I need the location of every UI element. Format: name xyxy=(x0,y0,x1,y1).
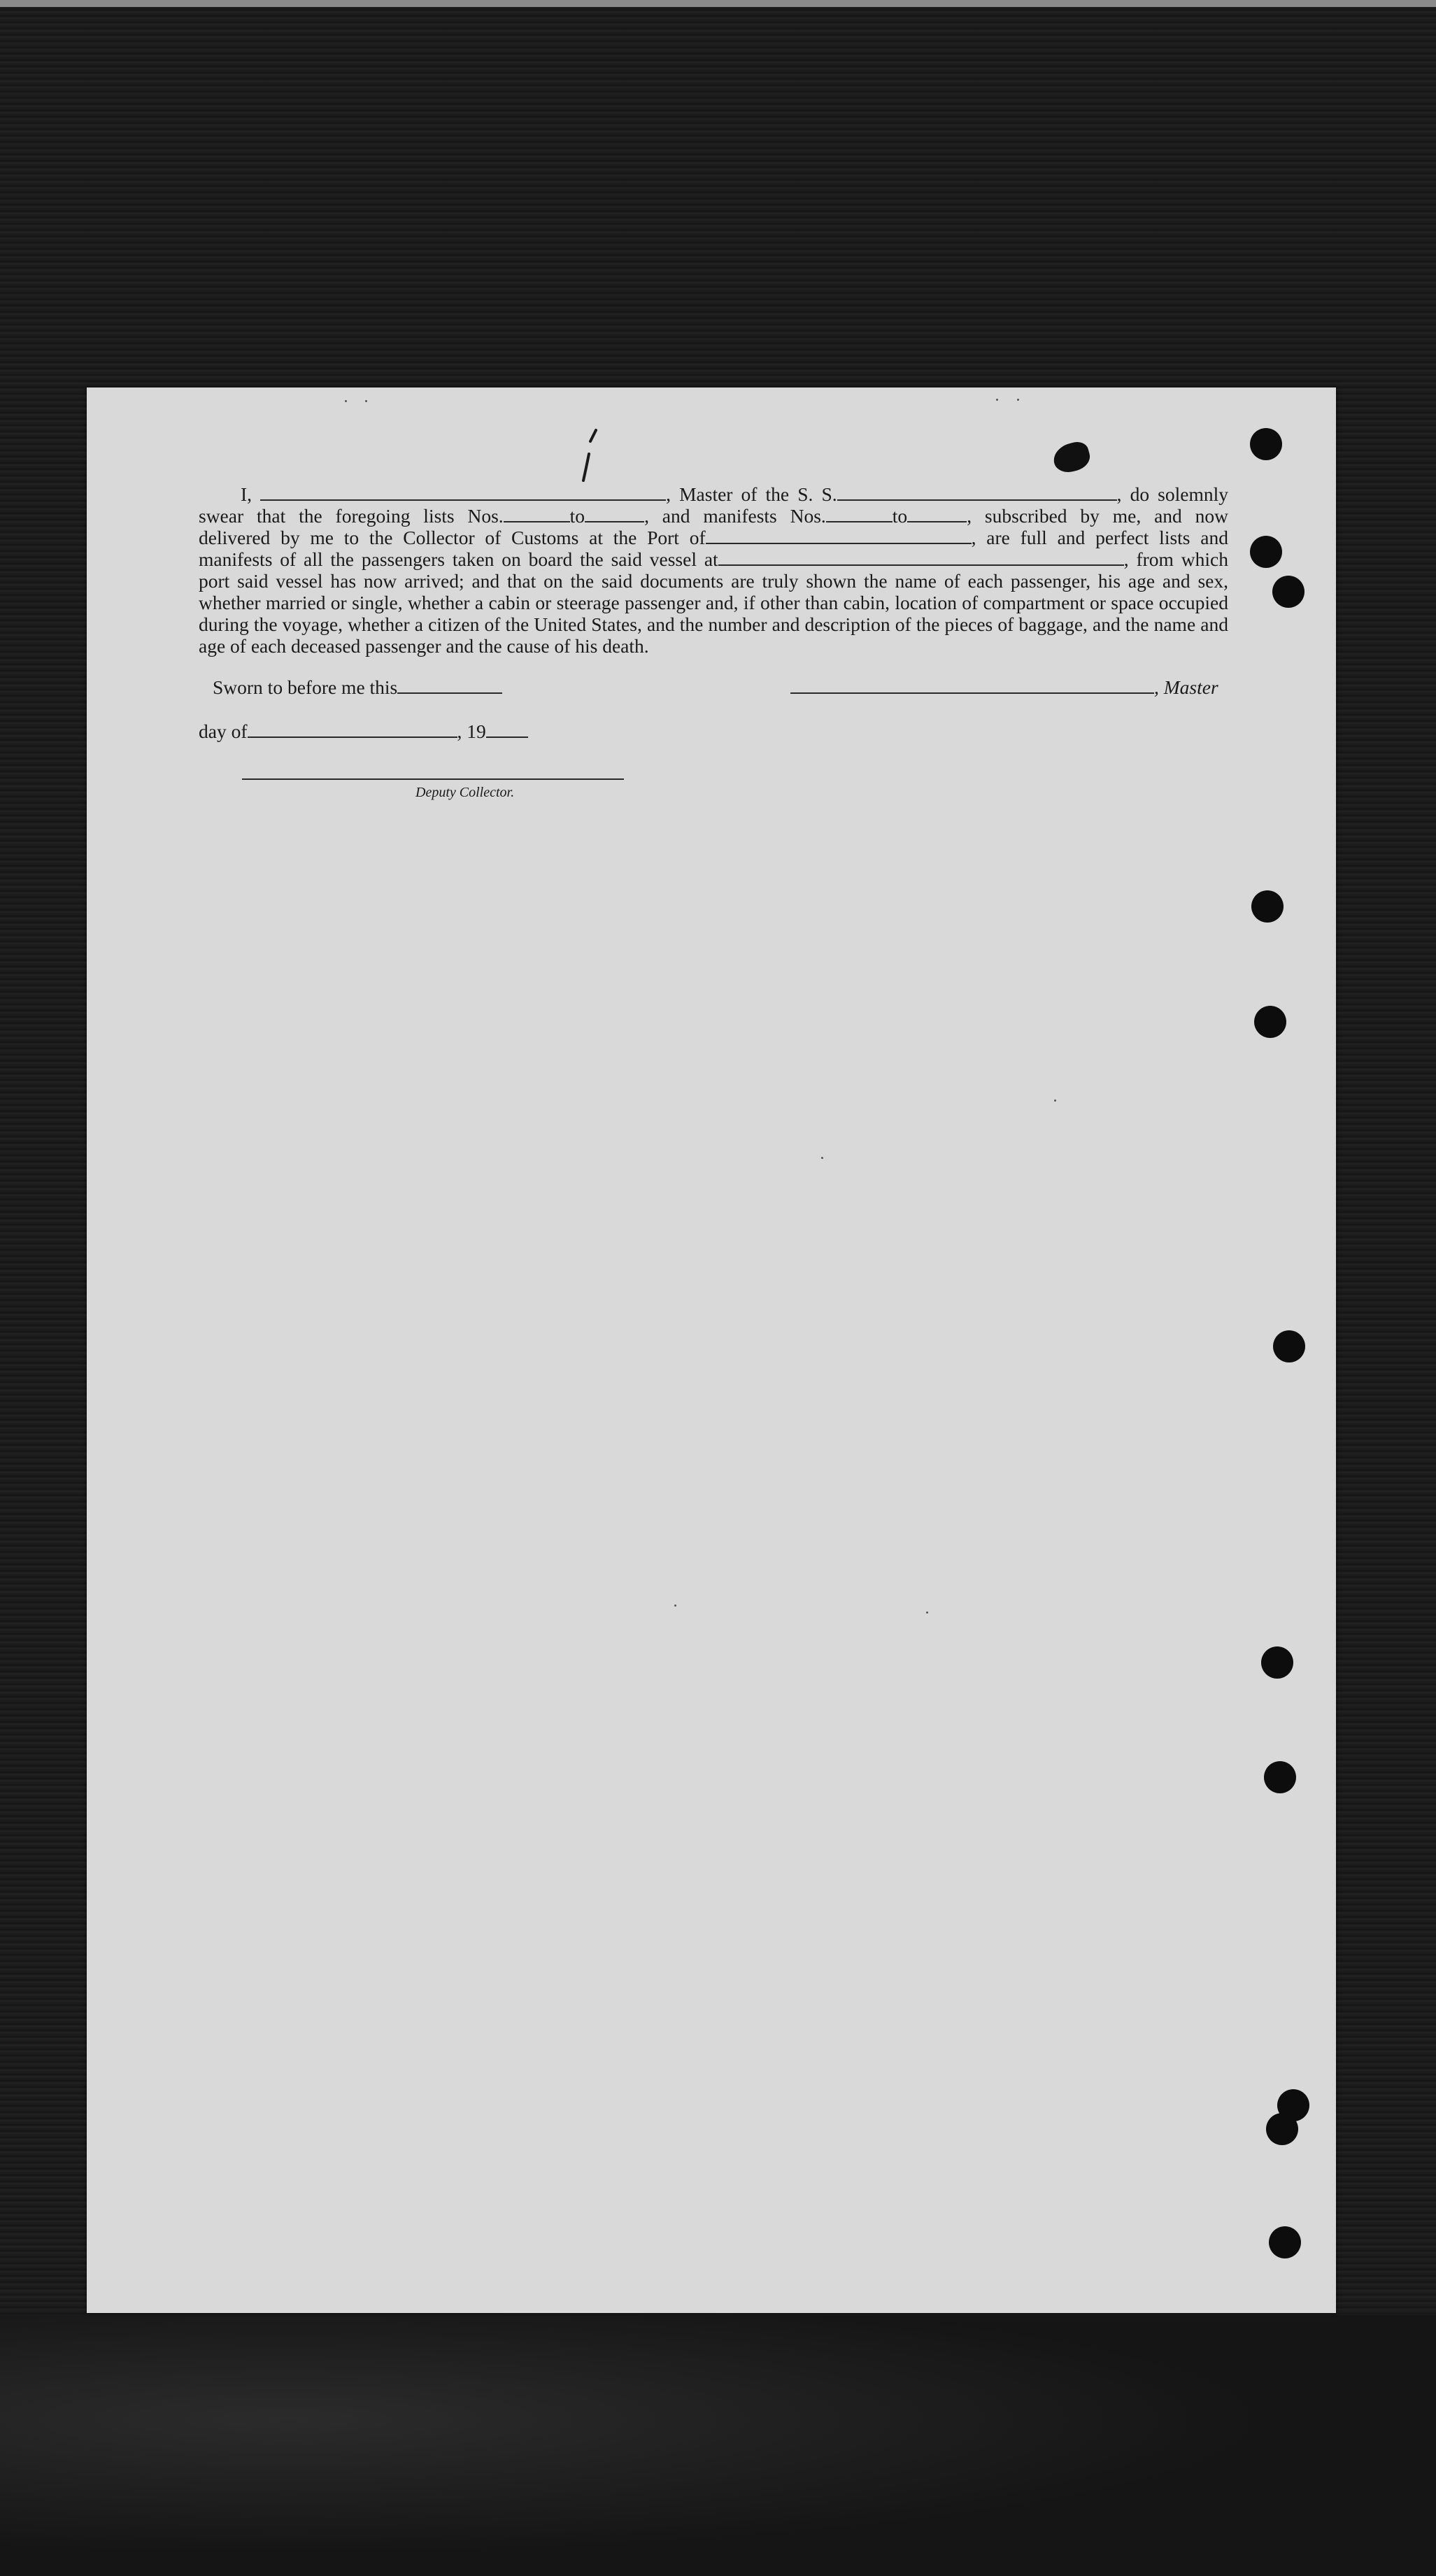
lists-nos-label: swear that the foregoing lists Nos. xyxy=(199,505,504,527)
speck xyxy=(1054,1100,1056,1102)
from-which-label: , from which xyxy=(1123,548,1228,570)
punch-hole xyxy=(1269,2226,1301,2258)
year-prefix-label: , 19 xyxy=(457,720,486,742)
speck xyxy=(926,1611,928,1614)
manifest-from-field[interactable] xyxy=(826,507,893,522)
punch-hole xyxy=(1250,536,1282,568)
sworn-day-field[interactable] xyxy=(397,678,502,694)
speck xyxy=(674,1604,676,1607)
punch-hole xyxy=(1264,1761,1296,1793)
master-label: , Master xyxy=(1154,676,1218,698)
oath-i: I, xyxy=(241,483,253,505)
subscribed-label: , subscribed by me, and now xyxy=(967,505,1228,527)
document-page xyxy=(87,387,1336,2313)
full-lists-label: , are full and perfect lists and xyxy=(971,527,1228,548)
speck xyxy=(821,1157,823,1159)
scan-bottom-band xyxy=(0,2315,1436,2576)
manifests-nos-label: , and manifests Nos. xyxy=(644,505,826,527)
pen-mark-icon xyxy=(576,426,604,489)
solemnly-label: , do solemnly xyxy=(1116,483,1228,505)
manifests-label: manifests of all the passengers taken on board the said vessel at xyxy=(199,548,718,570)
speck xyxy=(365,400,367,402)
departure-port-field[interactable] xyxy=(718,550,1124,566)
list-to-field[interactable] xyxy=(585,507,644,522)
ink-stamp-icon xyxy=(1051,439,1093,476)
master-of-label: , Master of the S. S. xyxy=(666,483,837,505)
sworn-label: Sworn to before me this xyxy=(213,676,398,698)
day-of-label: day of xyxy=(199,720,248,742)
speck xyxy=(1017,399,1019,401)
manifests-to-label: to xyxy=(892,505,908,527)
punch-hole xyxy=(1272,576,1305,608)
sworn-row xyxy=(213,676,502,699)
lists-to-label: to xyxy=(569,505,585,527)
punch-hole xyxy=(1254,1006,1286,1038)
oath-line-4 xyxy=(199,548,1228,570)
master-signature-row xyxy=(790,676,1218,699)
punch-hole xyxy=(1250,428,1282,460)
punch-hole xyxy=(1266,2113,1298,2145)
scan-top-edge xyxy=(0,0,1436,7)
ship-name-field[interactable] xyxy=(837,485,1117,501)
oath-line-2 xyxy=(199,505,1228,527)
oath-body-text: port said vessel has now arrived; and that on the said documents are truly shown the name of each passenger, his age and sex, whether married or single, whether a cabin or steerage passenger and, if other than cabin, location of compartment or space occupied during the voyage, whether a citizen of the United States, and the number and description of the pieces of baggage, and the name and age of each deceased passenger and the cause of his death. xyxy=(199,570,1228,657)
oath-line-1 xyxy=(199,483,1228,505)
speck xyxy=(345,400,347,402)
punch-hole xyxy=(1273,1330,1305,1362)
deputy-collector-label: Deputy Collector. xyxy=(415,785,515,800)
date-row xyxy=(199,720,528,743)
list-from-field[interactable] xyxy=(504,507,570,522)
oath-line-3 xyxy=(199,527,1228,548)
manifest-to-field[interactable] xyxy=(907,507,967,522)
month-field[interactable] xyxy=(248,723,457,738)
speck xyxy=(996,399,998,401)
master-signature-field[interactable] xyxy=(790,678,1154,694)
punch-hole xyxy=(1261,1646,1293,1679)
port-field[interactable] xyxy=(706,529,972,544)
delivered-label: delivered by me to the Collector of Customs at the Port of xyxy=(199,527,706,548)
oath-paragraph xyxy=(199,483,1228,657)
deputy-signature-line[interactable] xyxy=(242,778,624,780)
year-field[interactable] xyxy=(486,723,528,738)
punch-hole xyxy=(1251,890,1284,923)
master-name-field[interactable] xyxy=(260,485,666,501)
